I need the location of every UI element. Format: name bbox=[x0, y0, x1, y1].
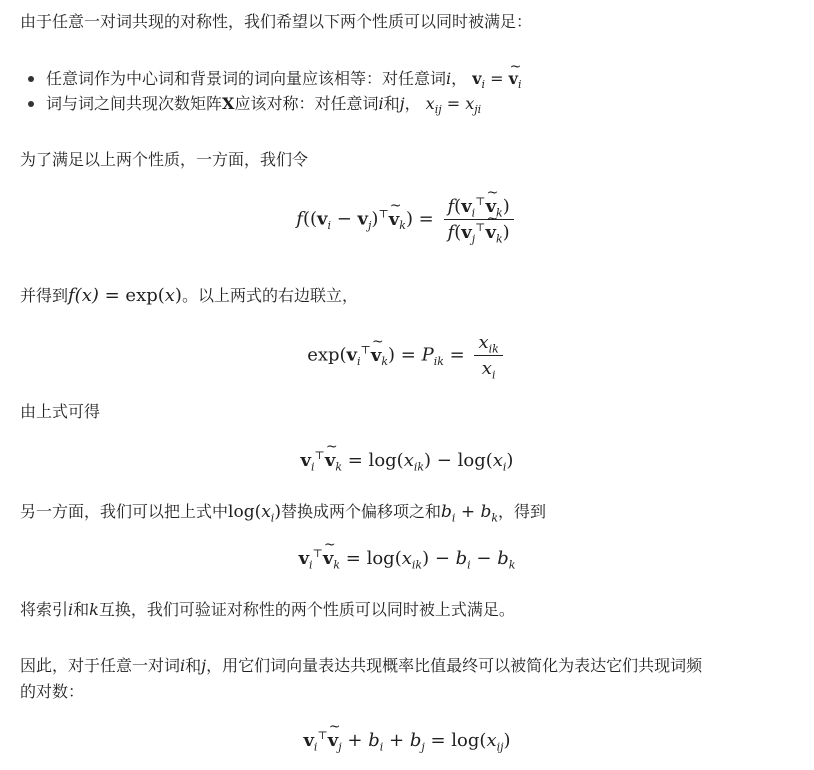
para-from-text: 由上式可得 bbox=[20, 402, 101, 421]
para-other-mid: 替换成两个偏移项之和 bbox=[280, 502, 441, 521]
math-inline: i bbox=[180, 656, 186, 675]
paragraph-other bbox=[20, 498, 794, 526]
fraction: $\frac{x_{ik}}{x_i}$ bbox=[474, 332, 502, 379]
bullet-1-text: 任意词作为中心词和背景词的词向量应该相等：对任意词 bbox=[46, 69, 447, 88]
paragraph-get bbox=[20, 282, 794, 310]
paragraph-from bbox=[20, 398, 794, 426]
property-list bbox=[20, 66, 521, 116]
paragraph-swap bbox=[20, 596, 794, 624]
paragraph-for bbox=[20, 146, 794, 174]
math-inline: $\log(x_i)$ bbox=[228, 502, 281, 525]
bullet-2-text: 词与词之间共现次数矩阵 bbox=[46, 94, 223, 113]
math-inline: $b_i + b_k$ bbox=[440, 502, 499, 525]
intro-text: 由于任意一对词共现的对称性，我们希望以下两个性质可以同时被满足： bbox=[20, 12, 533, 31]
math-inline: $x_{ij} = x_{ji}$ bbox=[425, 94, 482, 117]
para-get-pre: 并得到 bbox=[20, 286, 69, 305]
para-final-post: ，用它们词向量表达共现概率比值最终可以被简化为表达它们共现词频 bbox=[206, 656, 703, 675]
para-swap-post: 互换，我们可验证对称性的两个性质可以同时被上式满足。 bbox=[98, 600, 515, 619]
bullet-2-sep: ， bbox=[404, 94, 421, 113]
math-inline: i bbox=[68, 600, 74, 619]
list-item bbox=[20, 91, 521, 116]
math-inline: $v_i$ = ~ $v_i$ bbox=[472, 69, 521, 88]
paragraph-final-line2 bbox=[20, 678, 794, 706]
intro-paragraph bbox=[20, 8, 794, 36]
equation-4: $v_i^⊤\sim$ $v_k = \log(x_{ik}) - b_i - b_k$ bbox=[0, 548, 814, 569]
math-inline: j bbox=[399, 94, 405, 113]
equation-3: $v_i^⊤\sim$ $v_k = \log(x_{ik}) - \log(x_i)$ bbox=[0, 450, 814, 471]
para-final-line2: 的对数： bbox=[20, 682, 85, 701]
paragraph-final bbox=[20, 652, 794, 680]
para-final-pre: 因此，对于任意一对词 bbox=[20, 656, 181, 675]
para-swap-pre: 将索引 bbox=[20, 600, 69, 619]
para-get-post: 。以上两式的右边联立， bbox=[181, 286, 358, 305]
math-inline: i bbox=[378, 94, 384, 113]
bullet-2-mid: 应该对称：对任意词 bbox=[234, 94, 379, 113]
bullet-2-and: 和 bbox=[383, 94, 400, 113]
para-for-text: 为了满足以上两个性质，一方面，我们令 bbox=[20, 150, 309, 169]
para-other-pre: 另一方面，我们可以把上式中 bbox=[20, 502, 229, 521]
equation-1: $f((v_i$ − $v_j)^⊤\sim$ $v_k$) = $\frac{f(v_i^⊤\sim v_k)}{f(v_j^⊤\sim v_k)}$ bbox=[0, 196, 814, 243]
math-inline: f(x) = exp(x) bbox=[68, 285, 182, 306]
math-inline: j bbox=[201, 656, 207, 675]
math-inline: k bbox=[89, 600, 99, 619]
equation-2: $\exp(v_i^⊤\sim$ $v_k) = P_{ik}$ = $\frac{x_{ik}}{x_i}$ bbox=[0, 332, 814, 379]
para-final-and: 和 bbox=[185, 656, 202, 675]
fraction: $\frac{f(v_i^⊤\sim v_k)}{f(v_j^⊤\sim v_k)}$ bbox=[444, 196, 514, 243]
para-swap-and: 和 bbox=[73, 600, 90, 619]
bullet-1-sep: ， bbox=[451, 69, 468, 88]
math-inline: i bbox=[446, 69, 452, 88]
equation-5: $v_i^⊤\sim$ $v_j + b_i + b_j = \log(x_{ij})$ bbox=[0, 730, 814, 751]
para-other-post: ，得到 bbox=[498, 502, 547, 521]
math-inline: X bbox=[222, 94, 235, 113]
list-item bbox=[20, 66, 521, 91]
